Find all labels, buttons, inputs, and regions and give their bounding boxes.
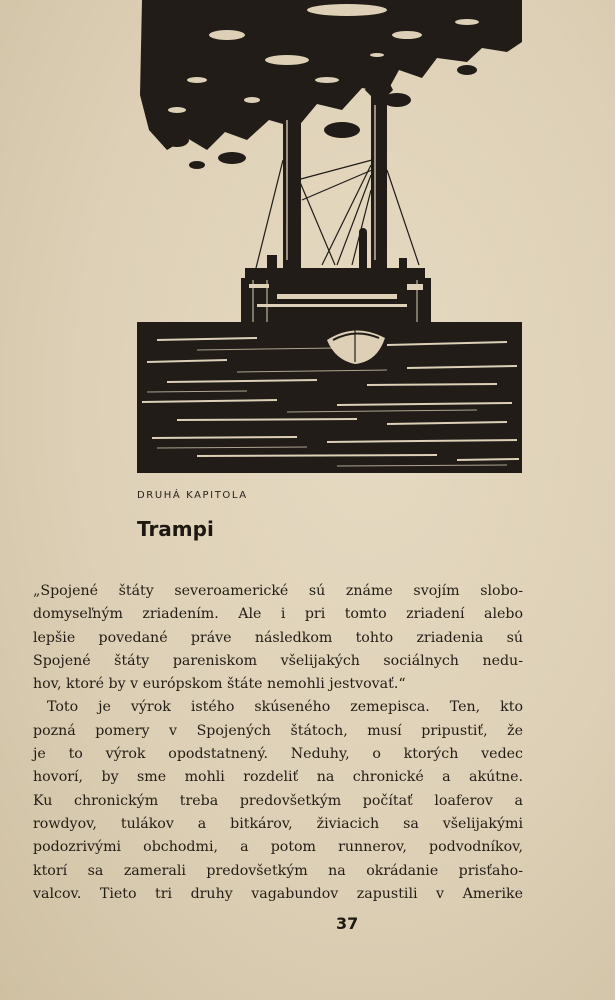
text-line: domyseľným zriadením. Ale i pri tomto zriadení alebo bbox=[33, 606, 523, 623]
text-line: rowdyov, tulákov a bitkárov, živiacich sa všelijakými bbox=[33, 815, 523, 832]
text-line: lepšie povedané práve následkom tohto zriadenia sú bbox=[33, 629, 523, 646]
text-line: Toto je výrok istého skúseného zemepisca. Ten, kto bbox=[47, 699, 523, 716]
chapter-title: Trampi bbox=[137, 517, 214, 541]
text-line: Ku chronickým treba predovšetkým počítať loaferov a bbox=[33, 792, 523, 809]
text-line: Spojené štáty pareniskom všelijakých sociálnych nedu- bbox=[33, 652, 523, 669]
text-line: pozná pomery v Spojených štátoch, musí pripustiť, že bbox=[33, 722, 523, 739]
text-line: „Spojené štáty severoamerické sú známe svojím slobo- bbox=[33, 583, 523, 599]
steamboat-woodcut-icon bbox=[137, 0, 522, 473]
text-line: podozrivými obchodmi, a potom runnerov, podvodníkov, bbox=[33, 839, 523, 856]
text-line: ktorí sa zamerali predovšetkým na okrádanie prisťaho- bbox=[33, 862, 523, 879]
chapter-label: DRUHÁ KAPITOLA bbox=[137, 490, 248, 501]
text-line: hov, ktoré by v európskom štáte nemohli jestvovať.“ bbox=[33, 676, 406, 693]
body-text bbox=[33, 580, 523, 906]
text-line: valcov. Tieto tri druhy vagabundov zapustili v Amerike bbox=[33, 885, 523, 902]
text-line: je to výrok opodstatnený. Neduhy, o ktorých vedec bbox=[33, 746, 523, 763]
text-line: hovorí, by sme mohli rozdeliť na chronické a akútne. bbox=[33, 769, 523, 786]
page-number: 37 bbox=[336, 914, 359, 933]
